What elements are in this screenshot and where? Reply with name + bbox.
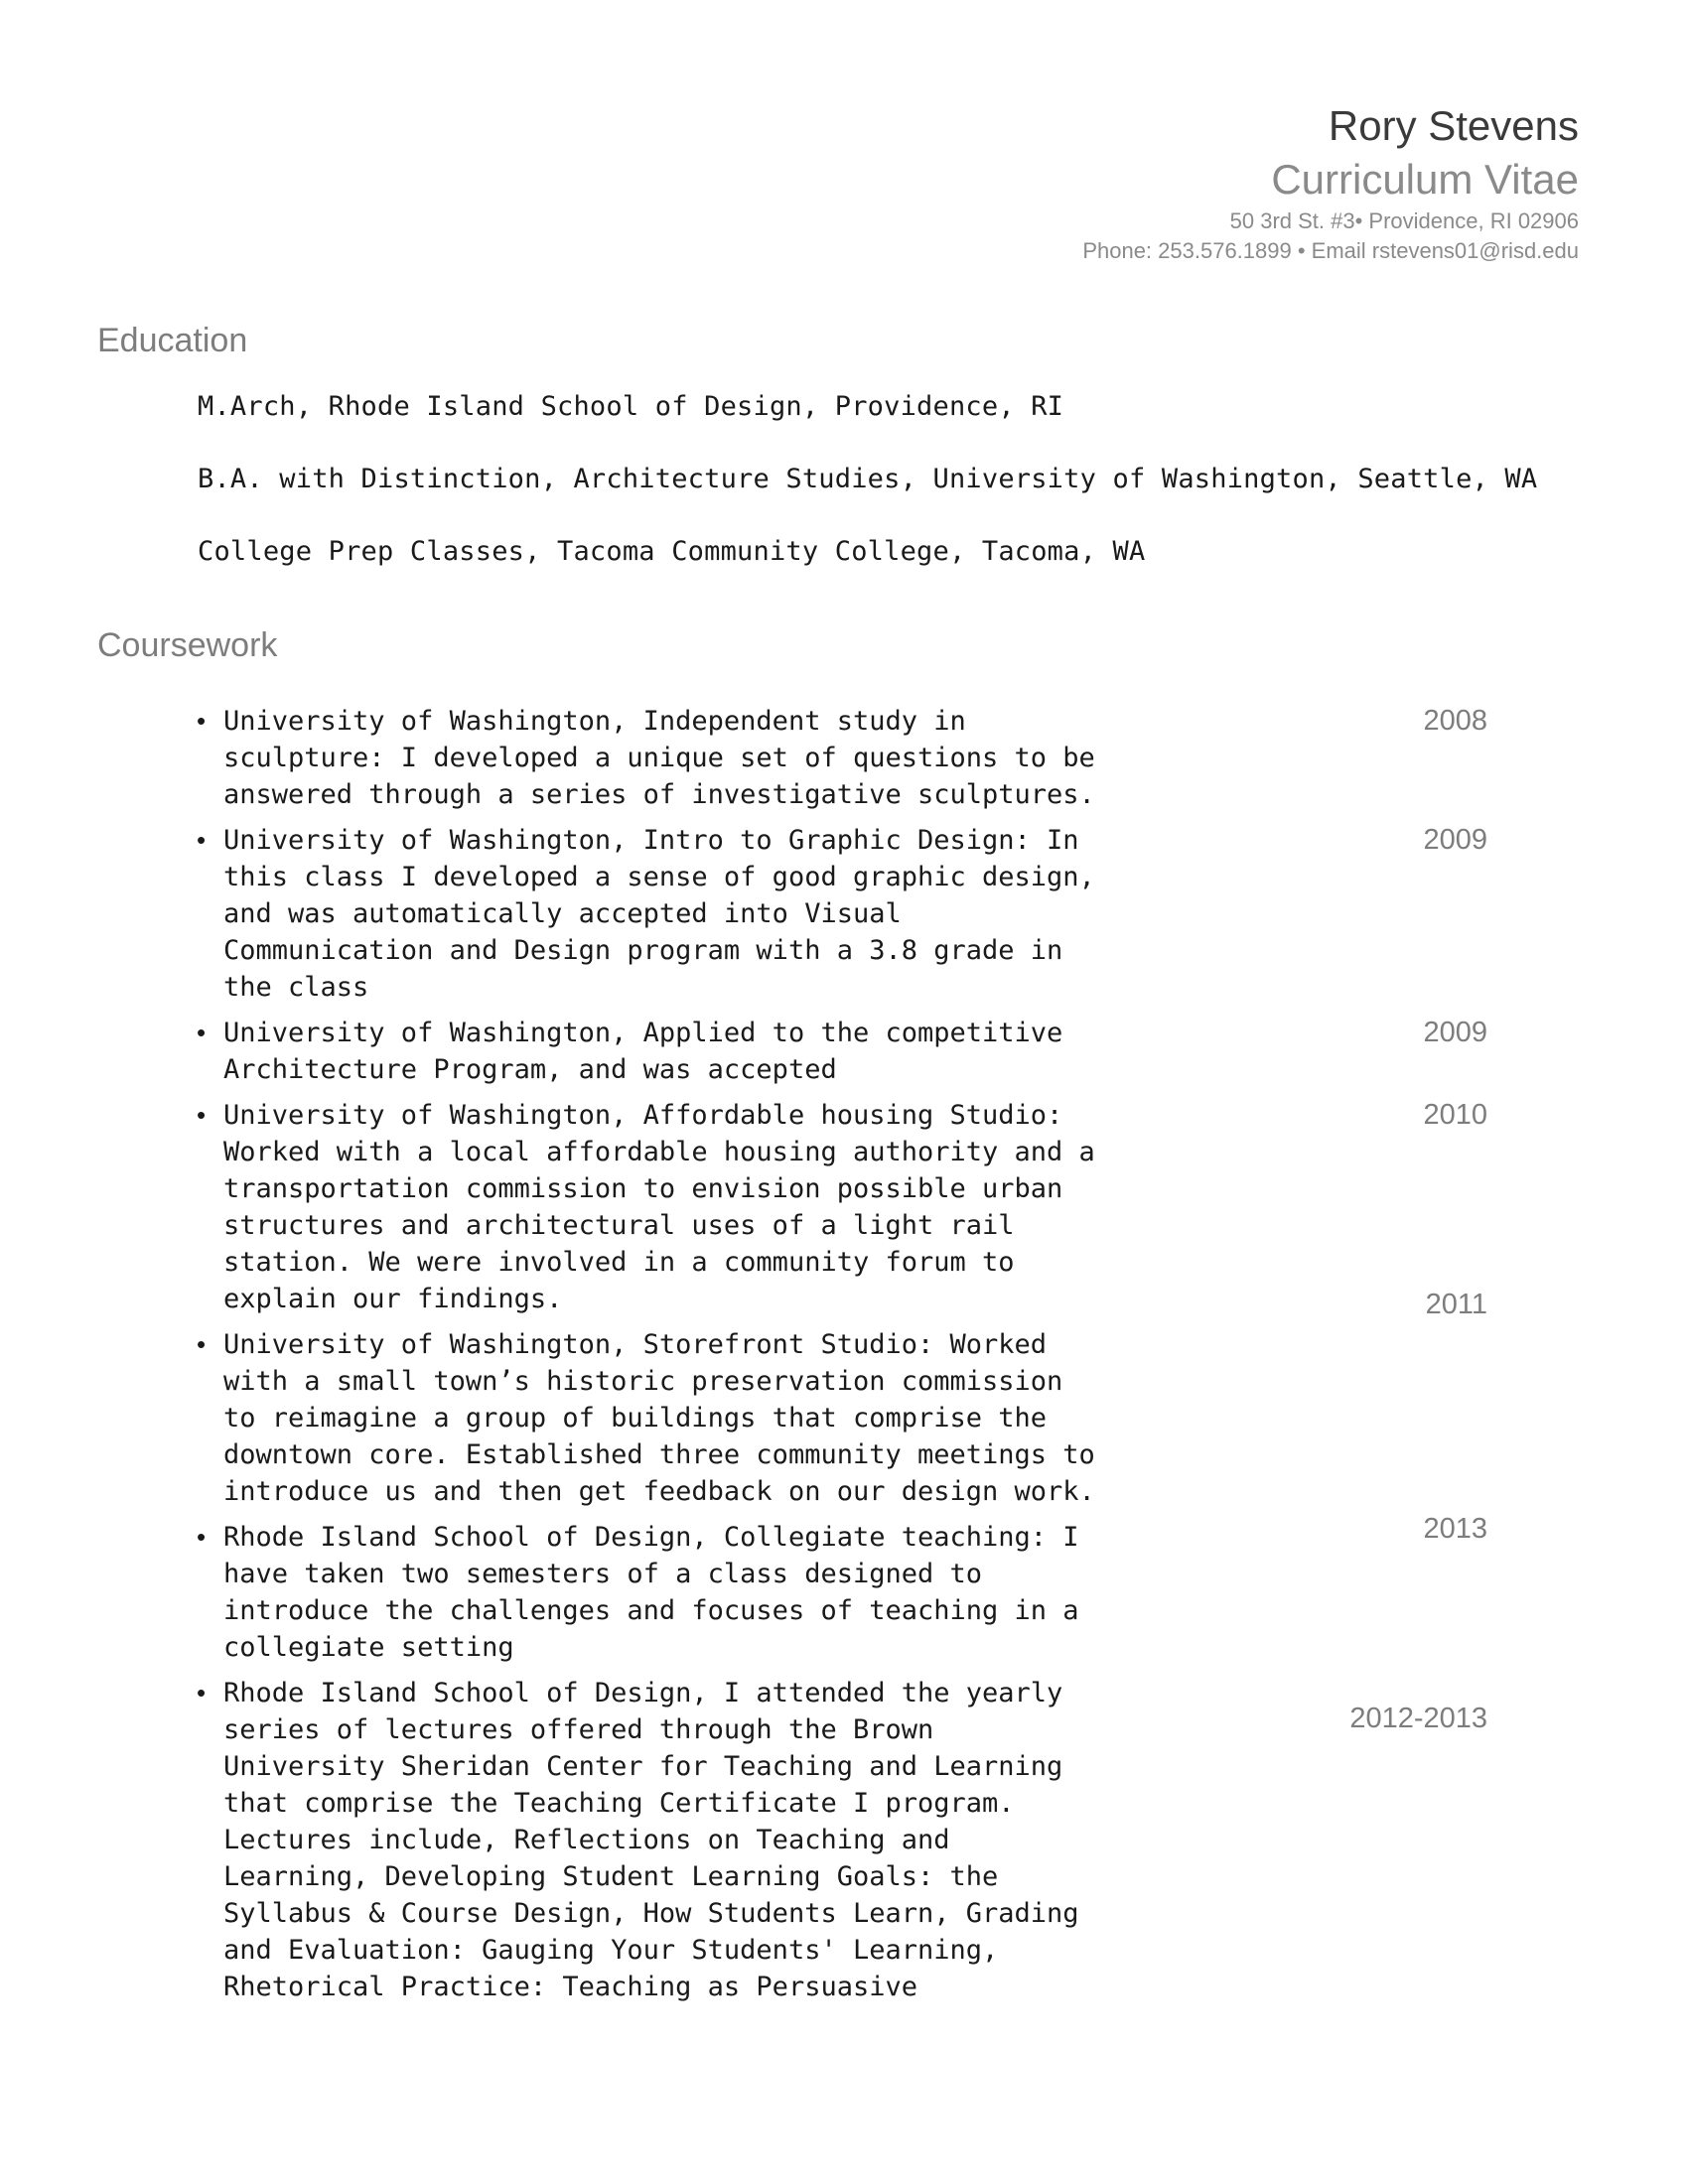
course-description: University of Washington, Storefront Studio: Worked with a small town’s historic preservation commission to reimagine a group of buildings that comprise the downtown core. Established three community meetings to introduce us and then get feedback on our design work.: [223, 1329, 1095, 1507]
course-year: 2008: [1423, 705, 1487, 737]
course-item: [197, 1513, 1487, 1666]
course-description: University of Washington, Affordable housing Studio: Worked with a local affordable housing authority and a transportation commission to envision possible urban structures and architectural uses of a light rail station. We were involved in a community forum to explain our findings.: [223, 1100, 1095, 1314]
course-item: [197, 1289, 1487, 1510]
phone-email-line: Phone: 253.576.1899 • Email rstevens01@risd.edu: [1082, 238, 1579, 263]
bullet-icon: •: [197, 1678, 207, 1707]
course-year: 2013: [1423, 1513, 1487, 1545]
education-item-college-prep: College Prep Classes, Tacoma Community College, Tacoma, WA: [198, 536, 1146, 567]
course-year: 2009: [1423, 824, 1487, 856]
bullet-icon: •: [197, 706, 207, 736]
course-item: [197, 1015, 1487, 1088]
course-year: 2010: [1423, 1099, 1487, 1131]
course-item: [197, 822, 1487, 1006]
bullet-icon: •: [197, 1018, 207, 1047]
bullet-icon: •: [197, 1522, 207, 1552]
bullet-icon: •: [197, 1329, 207, 1359]
education-item-ba: B.A. with Distinction, Architecture Studies, University of Washington, Seattle, WA: [198, 464, 1538, 494]
course-description: University of Washington, Independent study in sculpture: I developed a unique set of questions to be answered through a series of investigative sculptures.: [223, 706, 1095, 810]
course-item: [197, 1675, 1487, 2005]
course-description: University of Washington, Applied to the competitive Architecture Program, and was accepted: [223, 1018, 1063, 1085]
bullet-icon: •: [197, 825, 207, 855]
course-item: [197, 703, 1487, 813]
address-line: 50 3rd St. #3• Providence, RI 02906: [1229, 208, 1579, 233]
course-item: [197, 1097, 1487, 1317]
course-year: 2011: [1425, 1289, 1487, 1320]
course-year: 2009: [1423, 1017, 1487, 1048]
person-name: Rory Stevens: [1328, 102, 1579, 149]
course-description: Rhode Island School of Design, I attended the yearly series of lectures offered through the Brown University Sheridan Center for Teaching and Learning that comprise the Teaching Certificate I program. Lectures include, Reflections on Teaching and Learning, Developing Student Learning Goals: the Syllabus & Course Design, How Students Learn, Grading and Evaluation: Gauging Your Students' Learning, Rhetorical Practice: Teaching as Persuasive: [223, 1678, 1079, 2002]
cv-header: [1082, 99, 1579, 266]
coursework-heading: Coursework: [97, 626, 278, 664]
bullet-icon: •: [197, 1100, 207, 1130]
course-year: 2012-2013: [1349, 1703, 1487, 1734]
education-item-march: M.Arch, Rhode Island School of Design, Providence, RI: [198, 391, 1064, 422]
education-heading: Education: [97, 322, 248, 359]
coursework-list: [197, 703, 1487, 2014]
document-subtitle: Curriculum Vitae: [1271, 156, 1579, 203]
course-description: University of Washington, Intro to Graphic Design: In this class I developed a sense of good graphic design, and was automatically accepted into Visual Communication and Design program with a 3.8 grade in the class: [223, 825, 1095, 1003]
course-description: Rhode Island School of Design, Collegiate teaching: I have taken two semesters of a class designed to introduce the challenges and focuses of teaching in a collegiate setting: [223, 1522, 1079, 1663]
